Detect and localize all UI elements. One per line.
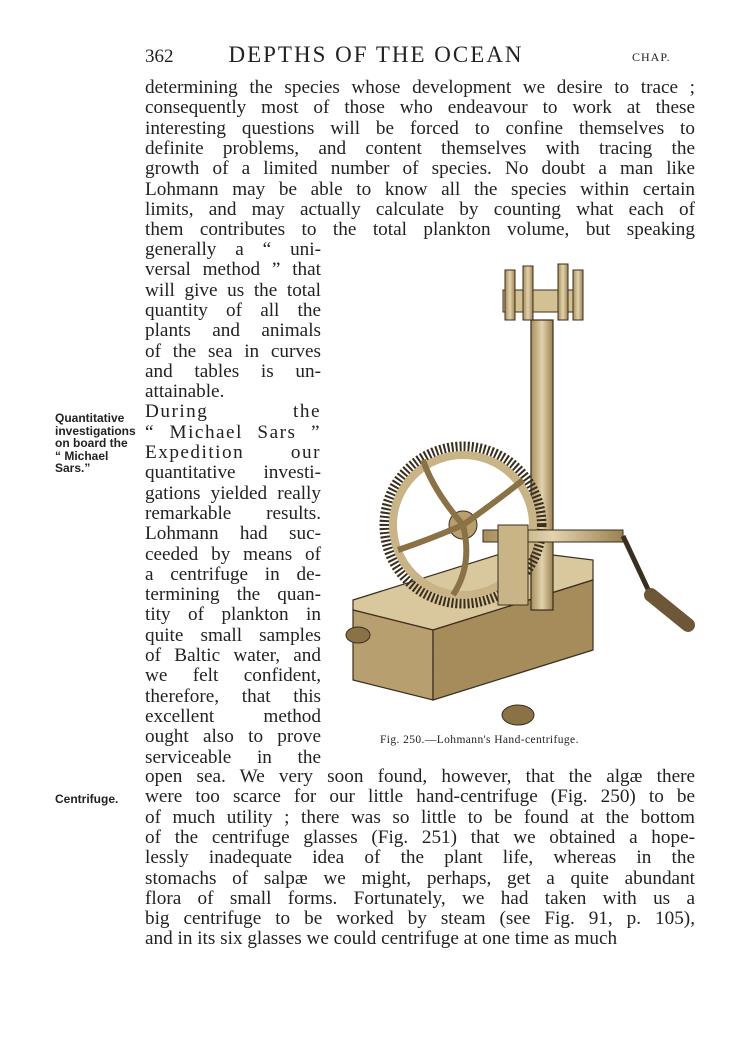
text-line: flora of small forms. Fortunately, we had taken with us a <box>145 887 695 909</box>
text-line: generally a “ uni- <box>145 239 321 260</box>
margin-note-line: on board the <box>55 436 128 450</box>
margin-note-line: Sars.” <box>55 461 91 475</box>
text-line: stomachs of salpæ we might, perhaps, get a quite abundant <box>145 867 695 889</box>
running-title: DEPTHS OF THE OCEAN <box>228 42 524 67</box>
text-line: and in its six glasses we could centrifuge at one time as much <box>145 928 618 950</box>
text-line: remarkable results. <box>145 502 321 524</box>
text-line: During the <box>145 401 321 423</box>
text-line: attainable. <box>145 381 225 403</box>
text-line: and tables is un- <box>145 360 321 382</box>
text-line: quantitative investi- <box>145 462 321 484</box>
text-line: excellent method <box>145 705 321 727</box>
text-line: big centrifuge to be worked by steam (see Fig. 91, p. 105), <box>145 908 695 930</box>
text-line: ceeded by means of <box>145 543 321 565</box>
text-line: tity of plankton in <box>145 604 321 626</box>
text-line: them contributes to the total plankton volume, but speaking <box>145 219 695 241</box>
text-line: of the centrifuge glasses (Fig. 251) that we obtained a hope- <box>145 826 695 848</box>
text-line: lessly inadequate idea of the plant life, whereas in the <box>145 847 695 869</box>
margin-note-line: investigations <box>55 423 136 438</box>
text-line: a centrifuge in de- <box>145 563 321 585</box>
text-line: were too scarce for our little hand-centrifuge (Fig. 250) to be <box>145 786 695 808</box>
text-line: “ Michael Sars ” <box>145 421 321 443</box>
text-line: growth of a limited number of species. No doubt a man like <box>145 158 695 180</box>
text-line: definite problems, and content themselves with tracing the <box>145 137 695 159</box>
text-line: termining the quan- <box>145 584 321 606</box>
text-line: we felt confident, <box>145 665 321 687</box>
margin-note-centrifuge: Centrifuge. <box>55 792 119 806</box>
margin-note-line: “ Michael <box>55 448 109 463</box>
chapter-label: CHAP. <box>632 50 671 64</box>
figure-caption: Fig. 250.—Lohmann's Hand-centrifuge. <box>380 734 579 746</box>
text-line: ought also to prove <box>145 726 321 748</box>
text-line: will give us the total <box>145 279 321 301</box>
text-line: consequently most of those who endeavour to work at these <box>145 97 695 119</box>
text-line: gations yielded really <box>145 482 321 504</box>
text-line: Expedition our <box>145 442 321 463</box>
text-line: Lohmann may be able to know all the species within certain <box>145 178 695 200</box>
margin-note-line: Quantitative <box>55 411 125 425</box>
text-line: of Baltic water, and <box>145 645 321 666</box>
text-line: of much utility ; there was so little to be found at the bottom <box>145 806 695 828</box>
text-line: plants and animals <box>145 320 321 342</box>
margin-note-quantitative <box>55 412 136 475</box>
text-line: quantity of all the <box>145 299 321 321</box>
text-line: therefore, that this <box>145 685 321 707</box>
text-line: determining the species whose development we desire to trace ; <box>145 77 695 98</box>
text-line: serviceable in the <box>145 746 321 768</box>
text-line: versal method ” that <box>145 259 321 281</box>
text-line: Lohmann had suc- <box>145 523 321 545</box>
text-line: of the sea in curves <box>145 340 321 362</box>
page-number: 362 <box>145 46 174 67</box>
text-line: quite small samples <box>145 624 321 646</box>
running-header <box>0 42 744 72</box>
text-line: interesting questions will be forced to confine themselves to <box>145 117 695 139</box>
hand-centrifuge-illustration <box>333 250 705 730</box>
text-line: open sea. We very soon found, however, that the algæ there <box>145 766 695 787</box>
text-line: limits, and may actually calculate by counting what each of <box>145 198 695 220</box>
